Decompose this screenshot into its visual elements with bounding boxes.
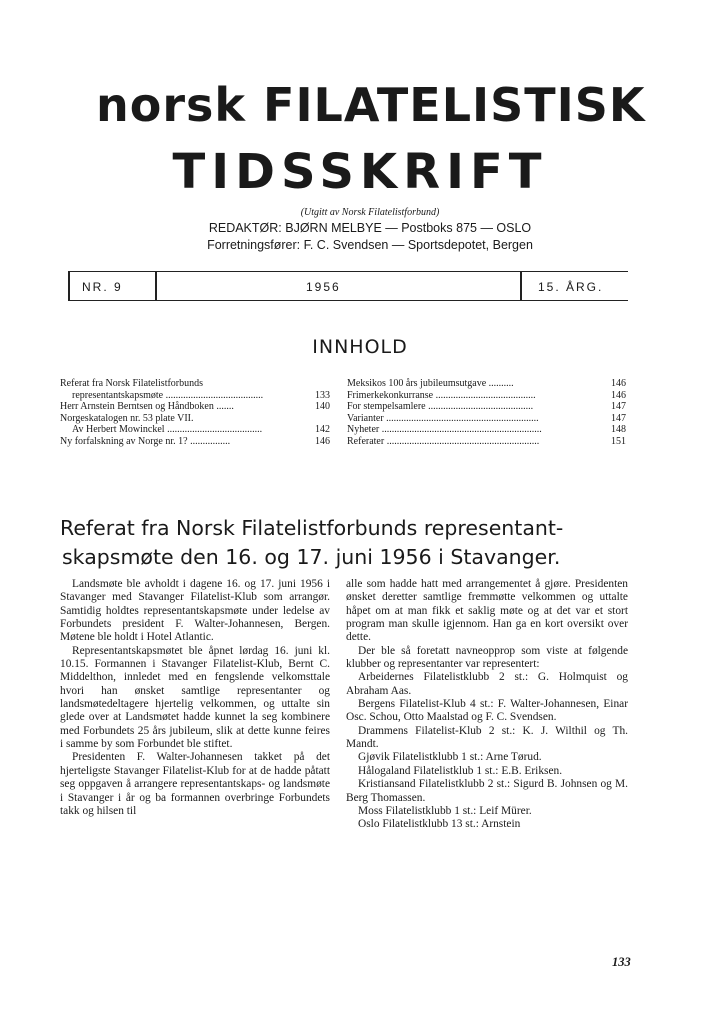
- toc-entry: Varianter ............................................................. 147: [347, 412, 626, 424]
- club-entry: Kristiansand Filatelistklubb 2 st.: Sigurd B. Johnsen og M. Berg Thomassen.: [346, 778, 628, 804]
- article-title: [60, 514, 660, 572]
- club-entry: Oslo Filatelistklubb 13 st.: Arnstein: [358, 818, 521, 831]
- toc-entry: Ny forfalskning av Norge nr. 1? ................ 146: [60, 435, 330, 447]
- manager-line: Forretningsfører: F. C. Svendsen — Sportsdepotet, Bergen: [207, 238, 533, 252]
- toc-entry: Herr Arnstein Berntsen og Håndboken ....... 140: [60, 401, 330, 413]
- club-entry: Bergens Filatelist-Klub 4 st.: F. Walter-Johannesen, Einar Osc. Schou, Otto Maalstad og F. C. Svendsen.: [346, 698, 628, 724]
- article-title-line2: skapsmøte den 16. og 17. juni 1956 i Stavanger.: [62, 545, 561, 569]
- masthead-title-line2: TIDSSKRIFT: [172, 144, 548, 200]
- toc-heading: INNHOLD: [312, 336, 408, 358]
- toc-entry: Frimerkekonkurranse ........................................ 146: [347, 389, 626, 401]
- club-entry: Hålogaland Filatelistklub 1 st.: E.B. Eriksen.: [358, 764, 563, 777]
- issue-number: NR. 9: [82, 280, 123, 294]
- toc-entry: Av Herbert Mowinckel ...................................... 142: [72, 424, 330, 436]
- toc-entry: Referater ............................................................. 151: [347, 435, 626, 447]
- toc-entry: Meksikos 100 års jubileumsutgave .......... 146: [347, 378, 626, 389]
- article-paragraph: Representantskapsmøtet ble åpnet lørdag 16. juni kl. 10.15. Formannen i Stavanger Filatelist-Klub, Bernt C. Middelthon, innledet med en fengslende velkomsttale hvori han ønsket samtlige representanter og landsmøtedeltagere hjertelig velkommen, og uttalte sin glede over at Landsmøtet hadde kunnet la seg kombinere med Forbundets 25 års jubileum, slik at dette kunne feires i samme by som Forbundet ble stiftet.: [60, 644, 330, 751]
- toc-entry: representantskapsmøte ....................................... 133: [72, 389, 330, 401]
- issue-year: 1956: [306, 280, 341, 294]
- toc-entry: Referat fra Norsk Filatelistforbunds: [60, 378, 204, 389]
- article-title-line1: Referat fra Norsk Filatelistforbunds representant-: [60, 516, 564, 540]
- editor-line: REDAKTØR: BJØRN MELBYE — Postboks 875 — OSLO: [208, 221, 532, 235]
- issue-bar: [68, 271, 628, 301]
- masthead-title-line1: norsk FILATELISTISK: [96, 78, 646, 132]
- toc-entry: Norgeskatalogen nr. 53 plate VII.: [60, 412, 194, 424]
- toc-entry: For stempelsamlere .......................................... 147: [347, 401, 626, 413]
- club-entry: Drammens Filatelist-Klub 2 st.: K. J. Wilthil og Th. Mandt.: [346, 724, 628, 751]
- publisher-line: (Utgitt av Norsk Filatelistforbund): [300, 207, 440, 218]
- article-column-2: [346, 578, 628, 832]
- club-entry: Arbeidernes Filatelistklubb 2 st.: G. Holmquist og Abraham Aas.: [346, 671, 628, 697]
- article-paragraph: Der ble så foretatt navneopprop som viste at følgende klubber og representanter var representert:: [346, 644, 628, 671]
- toc-left-column: [60, 378, 330, 448]
- article-paragraph: alle som hadde hatt med arrangementet å gjøre. Presidenten ønsket deretter samtlige fremmøtte velkommen og uttalte håpet om at man fikk et saklig møte og at det var et stort program man skulle igjennom. Han ga en kort oversikt over dette.: [346, 578, 628, 644]
- toc-entry: Nyheter ................................................................ 148: [347, 424, 626, 436]
- article-column-1: [60, 578, 330, 818]
- club-entry: Moss Filatelistklubb 1 st.: Leif Mürer.: [358, 804, 532, 817]
- article-paragraph: Landsmøte ble avholdt i dagene 16. og 17. juni 1956 i Stavanger med Stavanger Filatelist-Klub som arrangør. Samtidig holdtes representantskapsmøte under ledelse av Forbundets president F. Walter-Johannesen, Bergen. Møtene ble holdt i Hotel Atlantic.: [60, 578, 330, 644]
- page-number: 133: [612, 955, 631, 969]
- issue-volume: 15. ÅRG.: [538, 280, 604, 294]
- club-entry: Gjøvik Filatelistklubb 1 st.: Arne Tørud.: [358, 751, 542, 764]
- article-paragraph: Presidenten F. Walter-Johannesen takket på det hjerteligste Stavanger Filatelist-Klub for at de hadde påtatt seg oppgaven å arrangere representantskaps- og landsmøte i Stavanger i år og ba formannen overbringe Forbundets takk og hilsen til: [60, 751, 330, 817]
- toc-right-column: [347, 378, 626, 448]
